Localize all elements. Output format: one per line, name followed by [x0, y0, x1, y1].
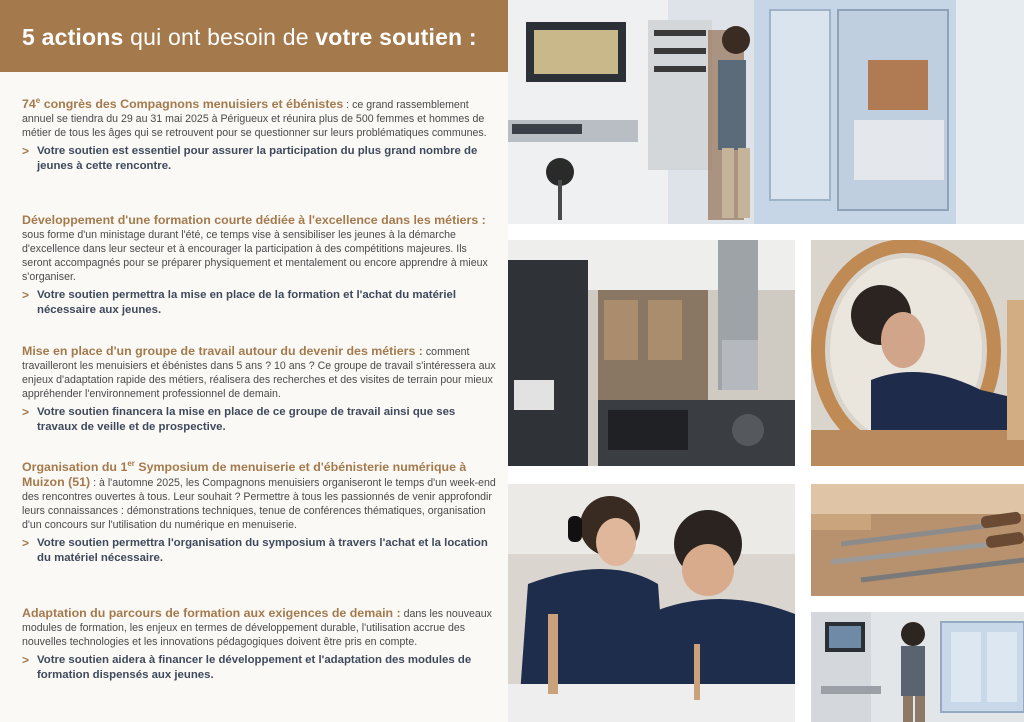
- support-statement: > Votre soutien permettra l'organisation du symposium à travers l'achat et la location du matériel nécessaire.: [22, 536, 488, 564]
- text-panel: [0, 0, 508, 722]
- support-statement: > Votre soutien permettra la mise en place de la formation et l'achat du matériel nécessaire aux jeunes.: [22, 288, 457, 316]
- action-title: Développement d'une formation courte dédiée à l'excellence dans les métiers :: [22, 213, 486, 227]
- action-description: : ce grand rassemblement annuel se tiendra du 29 au 31 mai 2025 à Périgueux et réunira plus de 500 femmes et hommes de métier de tous les âges qui se retrouvent pour se questionner sur leurs problématiques communes.: [22, 99, 487, 139]
- action-5: [22, 606, 498, 683]
- action-description: dans les nouveaux modules de formation, les enjeux en termes de développement durable, l'utilisation accrue des nouvelles technologies et les innovations pédagogiques doivent être pris en compte.: [22, 608, 492, 648]
- chevron-right-icon: >: [22, 536, 30, 550]
- chevron-right-icon: >: [22, 405, 30, 419]
- action-description: comment travailleront les menuisiers et ébénistes dans 5 ans ? 10 ans ? Ce groupe de travail s'intéressera aux enjeux d'adaptation rapide des métiers, réalisera des recherches et des visites de terrain pour mieux appréhender l'environnement professionnel de demain.: [22, 346, 496, 400]
- action-description: : à l'automne 2025, les Compagnons menuisiers organiseront le temps d'un week-end des rencontres ouvertes à tous. Leur souhait ? Permettre à tous les passionnés de venir approfondir leurs connaissances : démonstrations techniques, tenue de conférences thématiques, organisation d'un concours sur l'utilisation du numérique en menuiserie.: [22, 477, 496, 531]
- action-2: [22, 213, 498, 318]
- chevron-right-icon: >: [22, 144, 30, 158]
- action-title: 74e congrès des Compagnons menuisiers et ébénistes: [22, 95, 344, 111]
- photo-industrial-workshop: [508, 240, 795, 466]
- photo-cnc-workshop: [508, 0, 1024, 224]
- action-title: Mise en place d'un groupe de travail autour du devenir des métiers :: [22, 344, 423, 358]
- action-title: Organisation du 1er Symposium de menuiserie et d'ébénisterie numérique à Muizon (51): [22, 458, 467, 489]
- header-banner: [0, 0, 508, 72]
- support-statement: > Votre soutien aidera à financer le développement et l'adaptation des modules de formation dispensés aux jeunes.: [22, 653, 472, 681]
- support-statement: > Votre soutien est essentiel pour assurer la participation du plus grand nombre de jeunes à cette rencontre.: [22, 144, 478, 172]
- photo-apprentices-drawing: [508, 484, 795, 722]
- action-title: Adaptation du parcours de formation aux exigences de demain :: [22, 606, 401, 620]
- page-title: 5 actions qui ont besoin de votre soutien :: [22, 24, 477, 50]
- chevron-right-icon: >: [22, 653, 30, 667]
- chevron-right-icon: >: [22, 288, 30, 302]
- action-1: [22, 97, 498, 174]
- action-3: [22, 344, 498, 435]
- action-4: [22, 460, 498, 566]
- action-description: sous forme d'un ministage durant l'été, ce temps vise à sensibiliser les jeunes à la démarche d'excellence dans leur secteur et à encourager la participation à des compétitions majeures. Ils seront accompagnés pour se préparer physiquement et mentalement ou encore apprendre à mieux s'organiser.: [22, 229, 488, 283]
- photo-workstation: [811, 612, 1024, 722]
- photo-apprentice-ring: [811, 240, 1024, 466]
- support-statement: > Votre soutien financera la mise en place de ce groupe de travail ainsi que ses travaux de veille et de prospective.: [22, 405, 456, 433]
- photo-tools: [811, 484, 1024, 596]
